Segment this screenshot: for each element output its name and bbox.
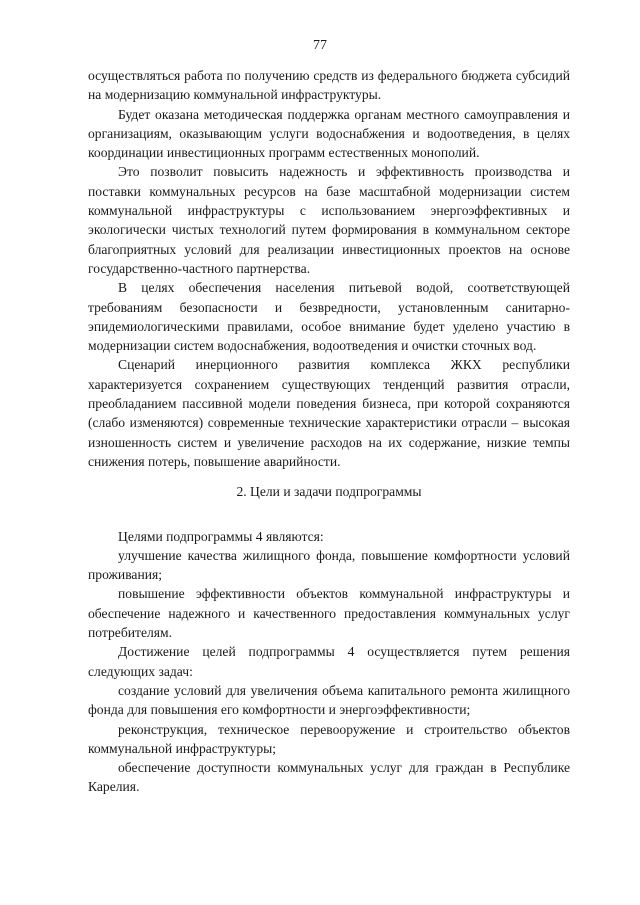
tasks-intro: Достижение целей подпрограммы 4 осуществляется путем решения следующих задач:	[88, 644, 570, 679]
paragraph: осуществляться работа по получению средств из федерального бюджета субсидий на модернизацию коммунальной инфраструктуры.	[88, 68, 570, 103]
paragraph: Сценарий инерционного развития комплекса ЖКХ республики характеризуется сохранением существующих тенденций развития отрасли, преобладанием пассивной модели поведения бизнеса, при которой сохраняются (слабо изменяются) современные технические характеристики отрасли – высокая изношенность систем и увеличение расходов на их содержание, низкие темпы снижения потерь, повышение аварийности.	[88, 357, 570, 469]
task-item: создание условий для увеличения объема капитального ремонта жилищного фонда для повышения его комфортности и энергоэффективности;	[88, 682, 570, 718]
page-number: 77	[313, 38, 327, 53]
document-body	[88, 66, 570, 797]
paragraph: В целях обеспечения населения питьевой водой, соответствующей требованиям безопасности и безвредности, установленным санитарно-эпидемиологическими правилами, особое внимание будет уделено участию в модернизации систем водоснабжения, водоотведения и очистки сточных вод.	[88, 280, 570, 354]
goal-item: улучшение качества жилищного фонда, повышение комфортности условий проживания;	[88, 547, 570, 583]
section-heading: 2. Цели и задачи подпрограммы	[236, 484, 422, 500]
task-item: обеспечение доступности коммунальных услуг для граждан в Республике Карелия.	[88, 760, 570, 795]
goals-intro: Целями подпрограммы 4 являются:	[118, 528, 324, 544]
paragraph: Это позволит повысить надежность и эффективность производства и поставки коммунальных ресурсов на базе масштабной модернизации систем коммунальной инфраструктуры с использованием энергоэффективных и экологически чистых технологий путем формирования в коммунальном секторе благоприятных условий для реализации инвестиционных проектов на основе государственно-частного партнерства.	[88, 164, 570, 276]
goal-item: повышение эффективности объектов коммунальной инфраструктуры и обеспечение надежного и качественного предоставления коммунальных услуг потребителям.	[88, 586, 570, 641]
task-item: реконструкция, техническое перевооружение и строительство объектов коммунальной инфраструктуры;	[88, 721, 570, 756]
paragraph: Будет оказана методическая поддержка органам местного самоуправления и организациям, оказывающим услуги водоснабжения и водоотведения, в целях координации инвестиционных программ естественных монополий.	[88, 106, 570, 161]
